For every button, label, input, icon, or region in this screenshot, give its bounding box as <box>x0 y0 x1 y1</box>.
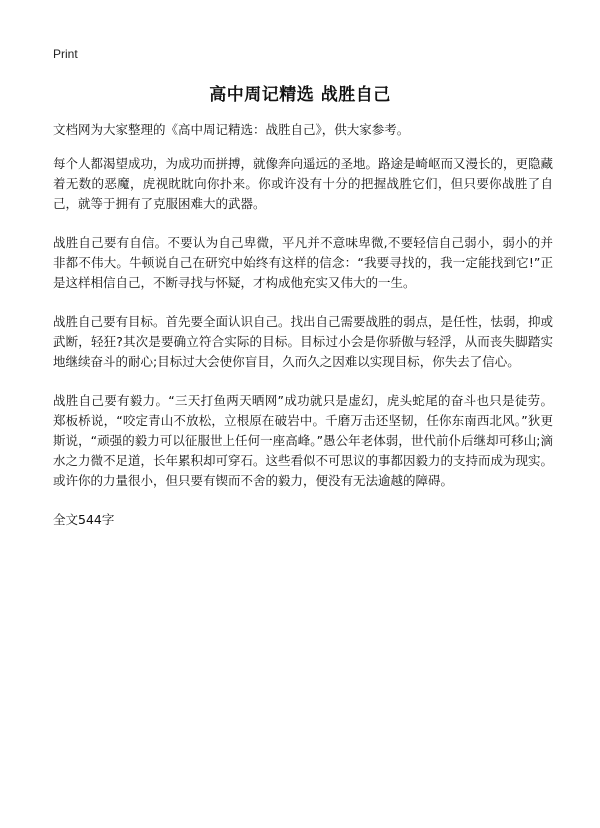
body-paragraph: 战胜自己要有目标。首先要全面认识自己。找出自己需要战胜的弱点，是任性，怯弱，抑或武断，轻狂?其次是要确立符合实际的目标。目标过小会是你骄傲与轻浮，从而丧失脚踏实地继续奋斗的耐心;目标过大会使你盲目，久而久之因难以实现目标，你失去了信心。 <box>53 314 554 369</box>
body-paragraph: 战胜自己要有毅力。“三天打鱼两天晒网”成功就只是虚幻，虎头蛇尾的奋斗也只是徒劳。郑板桥说，“咬定青山不放松，立根原在破岩中。千磨万击还坚韧，任你东南西北风。”狄更斯说，“顽强的毅力可以征服世上任何一座高峰。”愚公年老体弱，世代前仆后继却可移山;滴水之力微不足道，长年累积却可穿石。这些看似不可思议的事都因毅力的支持而成为现实。或许你的力量很小，但只要有锲而不舍的毅力，便没有无法逾越的障碍。 <box>53 393 554 488</box>
body-paragraph: 每个人都渴望成功，为成功而拼搏，就像奔向遥远的圣地。路途是崎岖而又漫长的，更隐藏着无数的恶魔，虎视眈眈向你扑来。你或许没有十分的把握战胜它们，但只要你战胜了自己，就等于拥有了克服困难大的武器。 <box>53 156 554 211</box>
document-title: 高中周记精选 战胜自己 <box>209 85 391 105</box>
intro-paragraph: 文档网为大家整理的《高中周记精选：战胜自己》，供大家参考。 <box>53 122 410 137</box>
print-label: Print <box>53 47 78 61</box>
document-body <box>53 120 553 549</box>
word-count: 全文544字 <box>53 512 115 527</box>
body-paragraph: 战胜自己要有自信。不要认为自己卑微，平凡并不意味卑微,不要轻信自己弱小，弱小的并非都不伟大。牛顿说自己在研究中始终有这样的信念：“我要寻找的，我一定能找到它!”正是这样相信自己，不断寻找与怀疑，才构成他充实又伟大的一生。 <box>53 235 553 290</box>
